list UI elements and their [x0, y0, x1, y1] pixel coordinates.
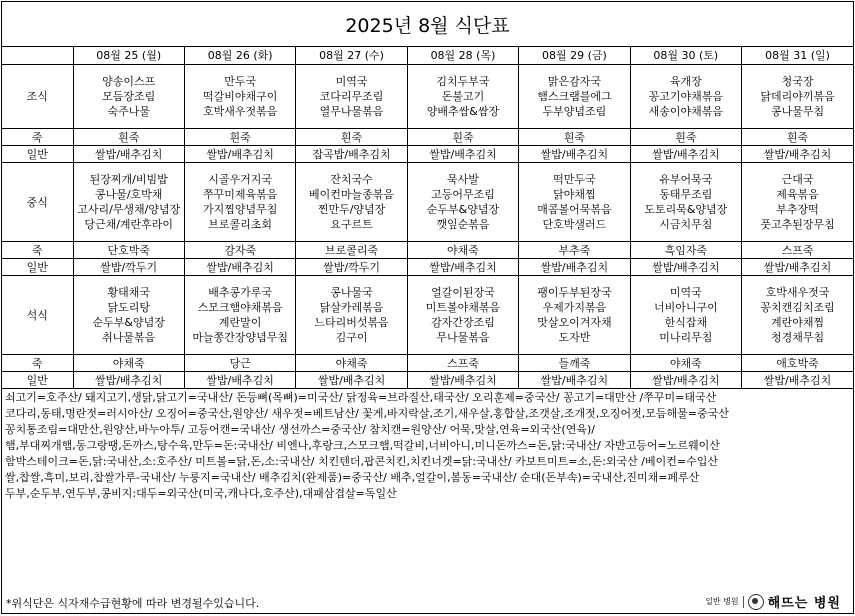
menu-item: 쌀밥/배추김치: [206, 147, 274, 161]
menu-item: 쌀밥/배추김치: [429, 260, 497, 274]
origin-line: 쇠고기=호주산/ 돼지고기,생닭,닭고기=국내산/ 돈등뼈(목뼈)=미국산/ 닭정육=브라질산,태국산/ 오리훈제=중국산/ 꽁고기=대만산 /쭈꾸미=태국산: [5, 391, 717, 404]
menu-item: 무나물볶음: [436, 331, 490, 344]
menu-cell: [184, 259, 295, 276]
menu-cell: [742, 259, 853, 276]
menu-item: 꽁치캔김치조림: [760, 301, 835, 314]
menu-item: 너비아니구이: [653, 301, 718, 314]
menu-item: 당근채/계란후라이: [84, 218, 174, 231]
menu-item: 유부어묵국: [659, 173, 713, 186]
menu-item: 청경채무침: [770, 331, 825, 344]
menu-item: 흰죽: [675, 130, 697, 144]
day-header: 08월 29 (금): [519, 47, 630, 65]
menu-item: 쭈꾸미제육볶음: [202, 188, 278, 201]
menu-cell: [73, 163, 184, 242]
sun-logo-icon: [748, 594, 764, 610]
menu-item: 양송이스프: [102, 75, 156, 88]
menu-item: 스모크햄야채볶음: [197, 301, 283, 314]
menu-item: 쌀밥/배추김치: [94, 373, 163, 387]
menu-item: 애호박죽: [776, 356, 819, 370]
menu-item: 묵사발: [447, 173, 479, 186]
day-header: 08월 26 (화): [184, 47, 295, 65]
menu-item: 코다리무조림: [319, 90, 384, 103]
menu-cell: [407, 146, 518, 163]
menu-item: 쌀밥/배추김치: [540, 147, 609, 161]
menu-item: 계란말이: [218, 316, 262, 329]
menu-item: 미역국: [335, 75, 368, 88]
menu-item: 감자간장조림: [431, 316, 495, 329]
menu-cell: [519, 372, 630, 389]
day-header: 08월 31 (일): [742, 47, 853, 65]
menu-cell: [73, 129, 184, 146]
menu-item: 야채죽: [335, 356, 368, 370]
meal-label: 조식: [2, 65, 73, 129]
menu-item: 두부양념조림: [542, 105, 607, 118]
menu-cell: [630, 146, 741, 163]
menu-item: 팽이두부된장국: [537, 286, 612, 299]
menu-item: 미역국: [669, 286, 702, 299]
menu-cell: [184, 146, 295, 163]
menu-cell: [519, 163, 630, 242]
menu-cell: [742, 146, 853, 163]
meal-label: 죽: [2, 242, 73, 259]
menu-item: 취나물볶음: [102, 331, 156, 344]
menu-item: 쌀밥/배추김치: [429, 147, 497, 161]
menu-cell: [519, 276, 630, 355]
menu-item: 브로콜리초회: [208, 218, 273, 231]
menu-item: 쌀밥/배추김치: [540, 373, 609, 387]
origin-line: 함박스테이크=돈,닭:국내산,소:호주산/ 미트볼=닭,돈,소:국내산/ 치킨텐더,팝콘치킨,치킨너겟=닭:국내산/ 카보트미트=소,돈:외국산 /베이컨=수입산: [5, 455, 718, 468]
menu-cell: [73, 242, 184, 259]
menu-item: 스프죽: [447, 356, 479, 370]
menu-item: 근대국: [781, 173, 814, 186]
menu-cell: [184, 65, 295, 129]
menu-item: 야채죽: [669, 356, 702, 370]
meal-label: 일반: [2, 146, 73, 163]
menu-item: 고사리/무생채/양념장: [77, 203, 181, 216]
menu-item: 요구르트: [330, 218, 373, 231]
day-header: 08월 27 (수): [296, 47, 407, 65]
menu-item: 얼갈이된장국: [431, 286, 495, 299]
menu-cell: [73, 146, 184, 163]
menu-cell: [73, 355, 184, 372]
menu-item: 단호박샐러드: [542, 218, 607, 231]
menu-item: 매콤볼어묵볶음: [537, 203, 612, 216]
menu-item: 호박새우젓볶음: [202, 105, 278, 118]
menu-item: 단호박죽: [107, 243, 150, 257]
meal-label: 죽: [2, 355, 73, 372]
hospital-logo: [705, 592, 841, 611]
menu-item: 쌀밥/배추김치: [94, 147, 163, 161]
menu-cell: [519, 146, 630, 163]
meal-label: 일반: [2, 259, 73, 276]
menu-cell: [184, 372, 295, 389]
menu-item: 청국장: [781, 75, 814, 88]
footer-note: *위식단은 식자재수급현황에 따라 변경될수있습니다.: [6, 597, 260, 610]
corner-cell: [2, 47, 73, 65]
menu-item: 마늘쫑간장양념무침: [192, 331, 288, 344]
menu-cell: [407, 242, 518, 259]
menu-item: 흰죽: [229, 130, 251, 144]
meal-label: 석식: [2, 276, 73, 355]
menu-cell: [630, 163, 741, 242]
menu-item: 동태무조림: [659, 188, 713, 201]
menu-cell: [742, 372, 853, 389]
menu-cell: [519, 129, 630, 146]
menu-item: 흰죽: [452, 130, 474, 144]
menu-cell: [407, 372, 518, 389]
menu-item: 미트볼야채볶음: [425, 301, 501, 314]
menu-item: 스프죽: [781, 243, 814, 257]
page-title: 2025년 8월 식단표: [2, 2, 853, 47]
origin-line: 꽁치통조림=대만산,원양산,바누아투/ 고등어캔=국내산/ 생선까스=중국산/ 참치캔=원양산/ 어묵,맛살,연육=외국산(연육)/: [5, 423, 595, 436]
menu-item: 시금치무침: [659, 218, 713, 231]
menu-cell: [742, 163, 853, 242]
menu-cell: [73, 65, 184, 129]
menu-cell: [407, 163, 518, 242]
menu-cell: [184, 276, 295, 355]
menu-item: 쌀밥/배추김치: [429, 373, 497, 387]
menu-cell: [407, 355, 518, 372]
menu-cell: [73, 276, 184, 355]
menu-cell: [296, 355, 407, 372]
menu-item: 쌀밥/배추김치: [763, 260, 832, 274]
meal-label: 죽: [2, 129, 73, 146]
menu-item: 흰죽: [340, 130, 363, 144]
menu-cell: [184, 129, 295, 146]
menu-item: 부추죽: [558, 243, 591, 257]
menu-item: 꽁고기야채볶음: [648, 90, 724, 103]
menu-cell: [73, 259, 184, 276]
menu-item: 가지찜양념무침: [202, 203, 278, 216]
menu-cell: [742, 65, 853, 129]
menu-cell: [742, 129, 853, 146]
menu-item: 찐만두/양념장: [317, 203, 386, 216]
menu-item: 콩나물무침: [770, 105, 825, 118]
menu-item: 도자반: [558, 331, 591, 344]
menu-cell: [184, 355, 295, 372]
menu-item: 순두부&양념장: [426, 203, 500, 216]
menu-item: 숙주나물: [107, 105, 150, 118]
menu-item: 쌀밥/배추김치: [652, 260, 720, 274]
menu-cell: [630, 276, 741, 355]
menu-table: [2, 47, 853, 389]
menu-cell: [519, 259, 630, 276]
menu-item: 쌀밥/배추김치: [206, 260, 274, 274]
menu-item: 야채죽: [112, 356, 145, 370]
logo-prefix: 일반 병원: [705, 597, 739, 606]
menu-item: 브로콜리죽: [324, 243, 379, 257]
menu-item: 배추콩가루국: [208, 286, 273, 299]
menu-item: 우제가지볶음: [542, 301, 607, 314]
menu-item: 김치두부국: [436, 75, 490, 88]
menu-item: 햄스크램블에그: [537, 90, 612, 103]
menu-item: 쌀밥/깍두기: [323, 260, 380, 274]
origin-info: [2, 389, 853, 503]
menu-cell: [630, 129, 741, 146]
menu-item: 닭살카레볶음: [319, 301, 384, 314]
menu-cell: [519, 355, 630, 372]
logo-name: 해뜨는 병원: [767, 596, 841, 611]
origin-line: 햄,부대찌개햄,동그랑땡,돈까스,탕수육,만두=돈:국내산/ 비엔나,후랑크,스모크햄,떡갈비,너비아니,미니돈까스=돈,닭:국내산/ 자반고등어=노르웨이산: [5, 439, 720, 452]
menu-item: 흑임자죽: [664, 243, 708, 257]
menu-cell: [296, 65, 407, 129]
menu-item: 도토리묵&양념장: [644, 203, 728, 216]
menu-item: 만두국: [224, 75, 257, 88]
menu-cell: [296, 129, 407, 146]
menu-cell: [630, 65, 741, 129]
menu-item: 감자죽: [224, 243, 257, 257]
menu-item: 깻잎순볶음: [436, 218, 490, 231]
menu-cell: [630, 242, 741, 259]
menu-item: 고등어무조림: [431, 188, 495, 201]
menu-item: 잔치국수: [330, 173, 373, 186]
menu-cell: [296, 276, 407, 355]
menu-item: 계란야채찜: [770, 316, 825, 329]
menu-cell: [742, 276, 853, 355]
menu-item: 양배추쌈&쌈장: [426, 105, 500, 118]
meal-label: 중식: [2, 163, 73, 242]
menu-cell: [296, 163, 407, 242]
menu-cell: [742, 242, 853, 259]
menu-cell: [73, 372, 184, 389]
menu-cell: [742, 355, 853, 372]
menu-item: 떡갈비야채구이: [202, 90, 278, 103]
menu-cell: [296, 242, 407, 259]
menu-sheet: [1, 1, 854, 614]
menu-item: 황태채국: [107, 286, 150, 299]
menu-item: 쌀밥/배추김치: [652, 373, 720, 387]
menu-item: 돈불고기: [441, 90, 485, 103]
menu-cell: [184, 163, 295, 242]
origin-line: 코다리,동태,명란젓=러시아산/ 오징어=중국산,원양산/ 새우젓=베트남산/ 꽃게,바지락살,조기,새우살,홍합살,조갯살,조개젓,오징어젓,모듬해물=중국산: [5, 407, 729, 420]
menu-item: 모듬장조림: [102, 90, 156, 103]
menu-item: 열무나물볶음: [319, 105, 384, 118]
menu-item: 닭야채찜: [553, 188, 596, 201]
day-header: 08월 28 (목): [407, 47, 518, 65]
meal-label: 일반: [2, 372, 73, 389]
menu-item: 된장찌개/비빔밥: [89, 173, 168, 186]
menu-item: 맛살오이겨자채: [537, 316, 612, 329]
menu-item: 잡곡밥/배추김치: [312, 147, 391, 161]
menu-item: 쌀밥/배추김치: [763, 147, 832, 161]
menu-item: 흰죽: [563, 130, 586, 144]
day-header: 08월 25 (월): [73, 47, 184, 65]
logo-divider: [743, 596, 744, 608]
menu-cell: [184, 242, 295, 259]
menu-item: 시골우거지국: [208, 173, 273, 186]
menu-item: 육개장: [669, 75, 702, 88]
menu-cell: [519, 65, 630, 129]
menu-item: 들깨죽: [558, 356, 591, 370]
menu-item: 부추장떡: [776, 203, 819, 216]
menu-cell: [407, 276, 518, 355]
menu-cell: [519, 242, 630, 259]
menu-item: 콩나물국: [330, 286, 373, 299]
menu-item: 야채죽: [447, 243, 479, 257]
menu-item: 흰죽: [786, 130, 809, 144]
menu-item: 쌀밥/배추김치: [763, 373, 832, 387]
menu-item: 콩나물/호박채: [94, 188, 163, 201]
menu-item: 흰죽: [118, 130, 140, 144]
menu-item: 당근: [229, 356, 251, 370]
menu-cell: [296, 146, 407, 163]
menu-cell: [630, 355, 741, 372]
menu-cell: [630, 259, 741, 276]
menu-item: 미나리무침: [659, 331, 713, 344]
menu-item: 새송이야채볶음: [648, 105, 724, 118]
menu-item: 맑은감자국: [547, 75, 601, 88]
menu-item: 베이컨마늘종볶음: [309, 188, 395, 201]
menu-item: 느타리버섯볶음: [314, 316, 389, 329]
menu-item: 호박새우젓국: [765, 286, 830, 299]
menu-cell: [407, 259, 518, 276]
day-header: 08월 30 (토): [630, 47, 741, 65]
menu-item: 쌀밥/배추김치: [540, 260, 609, 274]
menu-item: 떡만두국: [553, 173, 596, 186]
menu-item: 쌀밥/배추김치: [206, 373, 274, 387]
menu-item: 닭데리야끼볶음: [760, 90, 835, 103]
menu-item: 쌀밥/배추김치: [652, 147, 720, 161]
menu-item: 순두부&양념장: [92, 316, 165, 329]
menu-item: 풋고추된장무침: [760, 218, 835, 231]
menu-cell: [407, 129, 518, 146]
menu-item: 쌀밥/깍두기: [100, 260, 158, 274]
menu-cell: [630, 372, 741, 389]
menu-item: 닭도리탕: [107, 301, 150, 314]
origin-line: 두부,순두부,연두부,콩비지:대두=외국산(미국,캐나다,호주산),대패삼겹살=독일산: [5, 487, 397, 500]
menu-cell: [296, 259, 407, 276]
origin-line: 쌀,찹쌀,흑미,보리,찹쌀가루-국내산/ 누룽지=국내산/ 배추김치(완제품)=중국산/ 배추,얼갈이,봄동=국내산/ 순대(돈부속)=국내산,진미채=페루산: [5, 471, 700, 484]
menu-item: 쌀밥/배추김치: [317, 373, 386, 387]
menu-cell: [296, 372, 407, 389]
menu-item: 김구이: [335, 331, 368, 344]
menu-item: 제육볶음: [776, 188, 819, 201]
menu-item: 한식잡채: [664, 316, 708, 329]
menu-cell: [407, 65, 518, 129]
